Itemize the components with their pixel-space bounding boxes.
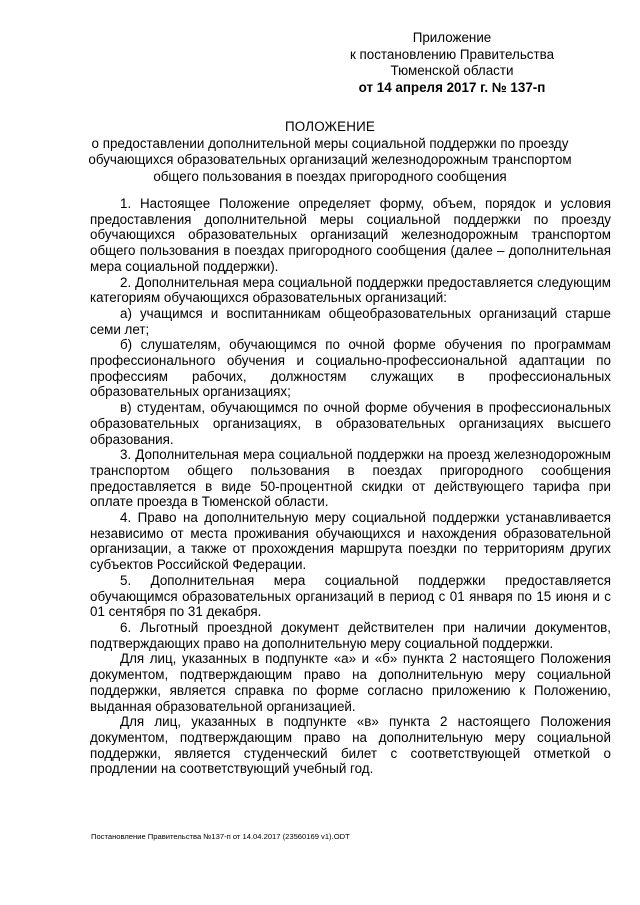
appendix-label: Приложение: [412, 30, 492, 45]
page-footer: Постановление Правительства №137-п от 14.04.2017 (23560169 v1).ODT: [91, 832, 350, 841]
document-subtitle: о предоставлении дополнительной меры социальной поддержки по проезду обучающихся образовательных организаций железнодорожным транспортом общего пользования в поездах пригородного сообщения: [88, 135, 572, 184]
paragraph-5: 5. Дополнительная мера социальной поддержки предоставляется обучающимся образовательных организаций в период с 01 января по 15 июня и с 01 сентября по 31 декабря.: [90, 572, 611, 620]
document-title-block: [70, 119, 590, 185]
subitem-b: б) слушателям, обучающимся по очной форме обучения по программам профессионального обучения и социально-профессиональной адаптации по профессиям рабочих, должностям служащих в профессиональных образовательных организациях;: [90, 337, 611, 400]
paragraph-3: 3. Дополнительная мера социальной поддержки на проезд железнодорожным транспортом общего пользования в поездах пригородного сообщения предоставляется в виде 50-процентной скидки от действующего тарифа при оплате проезда в Тюменской области.: [90, 447, 611, 510]
paragraph-6: 6. Льготный проездной документ действителен при наличии документов, подтверждающих право на дополнительную меру социальной поддержки.: [90, 619, 611, 651]
subitem-v: в) студентам, обучающимся по очной форме обучения в профессиональных образовательных организациях, в образовательных организациях высшего образования.: [90, 400, 611, 447]
subitem-a: а) учащимся и воспитанникам общеобразовательных организаций старше семи лет;: [90, 305, 611, 337]
appendix-decree: к постановлению Правительства: [349, 46, 555, 62]
paragraph-6-a-b: Для лиц, указанных в подпункте «а» и «б» пункта 2 настоящего Положения документом, подтверждающим право на дополнительную меру социальной поддержки, является справка по форме согласно приложению к Положению, выданная образовательной организацией.: [90, 651, 611, 714]
document-body: [90, 196, 611, 777]
paragraph-6-v: Для лиц, указанных в подпункте «в» пункта 2 настоящего Положения документом, подтверждающим право на дополнительную меру социальной поддержки, является студенческий билет с соответствующей отметкой о продлении на соответствующий учебный год.: [90, 714, 611, 777]
document-title: ПОЛОЖЕНИЕ: [284, 119, 376, 134]
appendix-date-number: от 14 апреля 2017 г. № 137-п: [358, 79, 546, 95]
paragraph-2: 2. Дополнительная мера социальной поддержки предоставляется следующим категориям обучающихся образовательных организаций:: [90, 274, 611, 306]
appendix-header: [322, 30, 582, 96]
appendix-region: Тюменской области: [390, 63, 514, 78]
paragraph-1: 1. Настоящее Положение определяет форму, объем, порядок и условия предоставления дополнительной меры социальной поддержки по проезду обучающихся образовательных организаций железнодорожным транспортом общего пользования в поездах пригородного сообщения (далее – дополнительная мера социальной поддержки).: [90, 196, 611, 274]
paragraph-4: 4. Право на дополнительную меру социальной поддержки устанавливается независимо от места проживания обучающихся и нахождения образовательной организации, а также от прохождения маршрута поездки по территориям других субъектов Российской Федерации.: [90, 510, 611, 573]
